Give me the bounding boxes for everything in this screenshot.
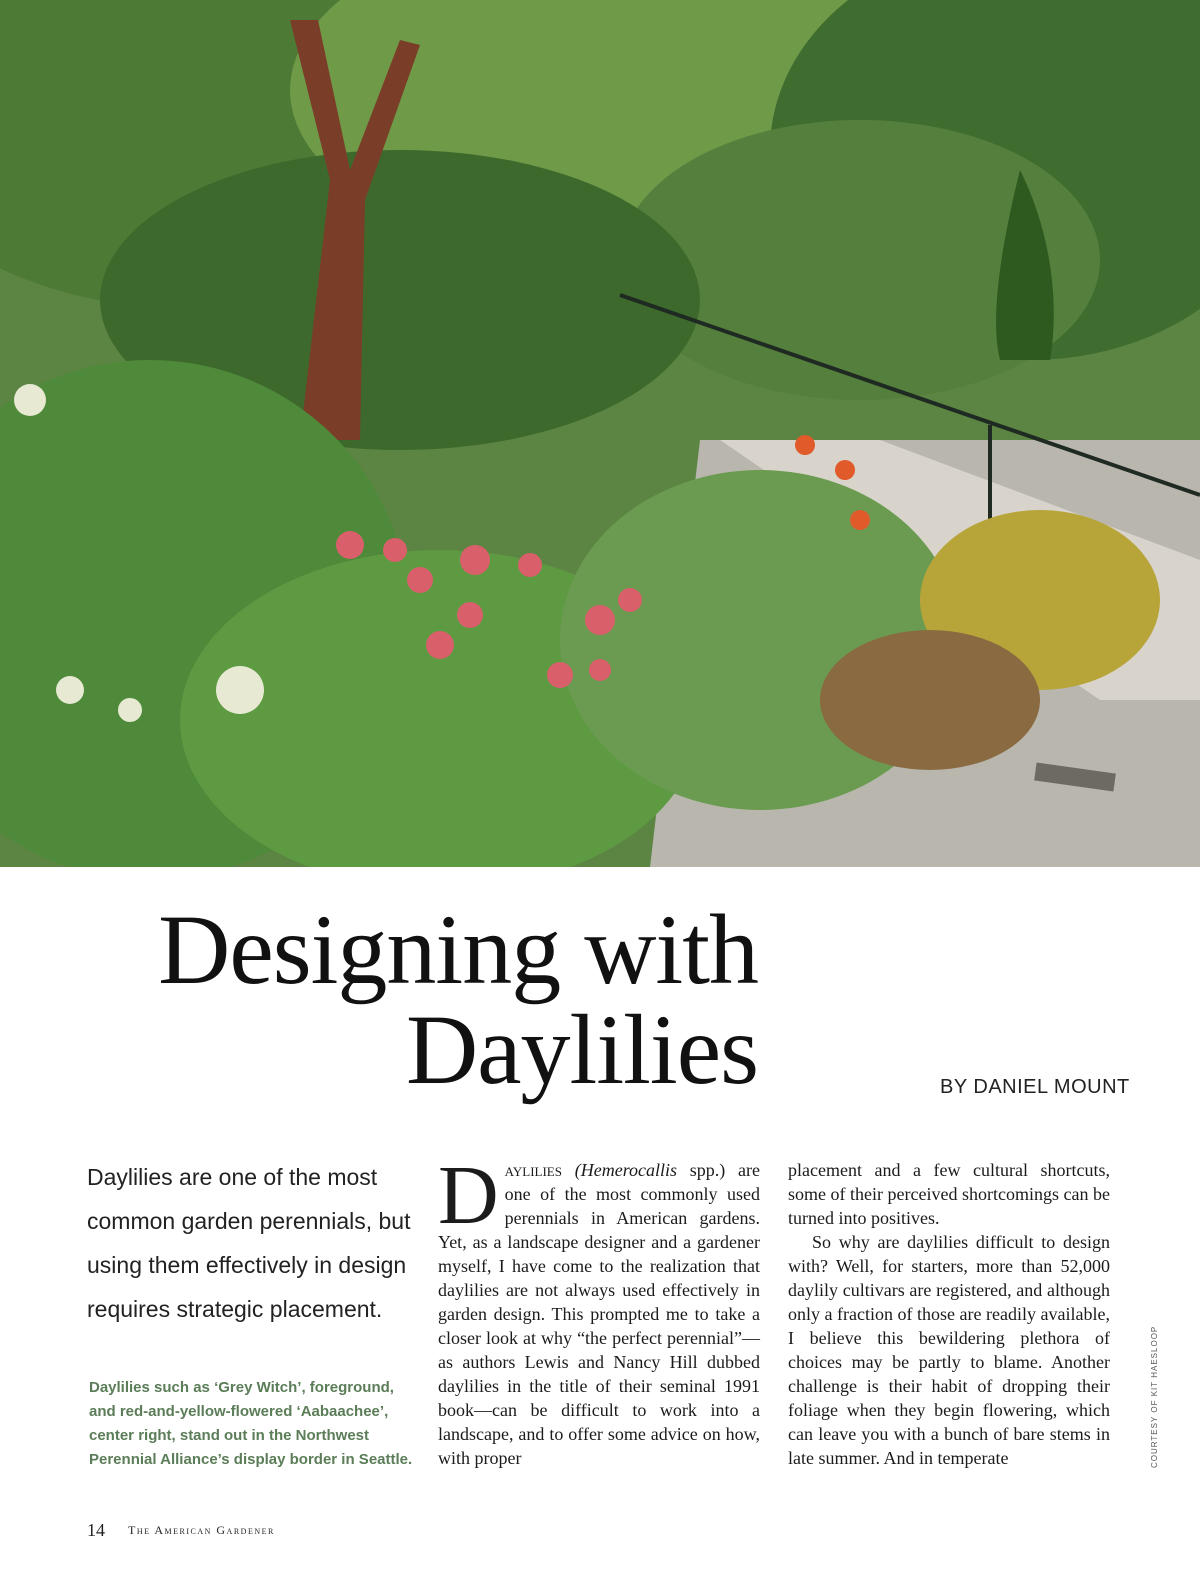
lead-italic: (Hemerocallis	[574, 1160, 678, 1180]
article-title	[158, 894, 758, 1105]
deck-summary: Daylilies are one of the most common garden perennials, but using them effectively in design requires strategic placement.	[87, 1164, 411, 1322]
magazine-name: The American Gardener	[128, 1523, 275, 1537]
title-line-2: Daylilies	[405, 994, 758, 1105]
column-2-paragraph-1: placement and a few cultural shortcuts, some of their perceived shortcomings can be turned into positives.	[788, 1160, 1110, 1228]
title-line-1: Designing with	[158, 894, 758, 1005]
photo-credit: COURTESY OF KIT HAESLOOP	[1150, 1325, 1159, 1468]
lead-small-caps: aylilies	[504, 1160, 562, 1180]
column-1-text: spp.) are one of the most commonly used perennials in American gardens. Yet, as a landscape designer and a gardener myself, I have come to the realization that daylilies are not always used effectively in garden design. This prompted me to take a closer look at why “the perfect perennial”—as authors Lewis and Nancy Hill dubbed daylilies in the title of their seminal 1991 book—can be difficult to work into a landscape, and to offer some advice on how, with proper	[438, 1160, 760, 1468]
body-column-2	[788, 1158, 1110, 1470]
drop-cap: D	[438, 1149, 499, 1242]
page-number: 14	[87, 1520, 105, 1540]
photo-caption: Daylilies such as ‘Grey Witch’, foreground, and red-and-yellow-flowered ‘Aabaachee’, center right, stand out in the Northwest Perennial Alliance’s display border in Seattle.	[89, 1379, 413, 1468]
column-2-paragraph-2: So why are daylilies difficult to design with? Well, for starters, more than 52,000 daylily cultivars are registered, and although only a fraction of those are readily available, I believe this bewildering plethora of choices may be partly to blame. Another challenge is their habit of dropping their foliage when they begin flowering, which can leave you with a bunch of bare stems in late summer. And in temperate	[788, 1232, 1110, 1468]
body-column-1	[438, 1149, 760, 1470]
byline: BY DANIEL MOUNT	[940, 1076, 1130, 1098]
